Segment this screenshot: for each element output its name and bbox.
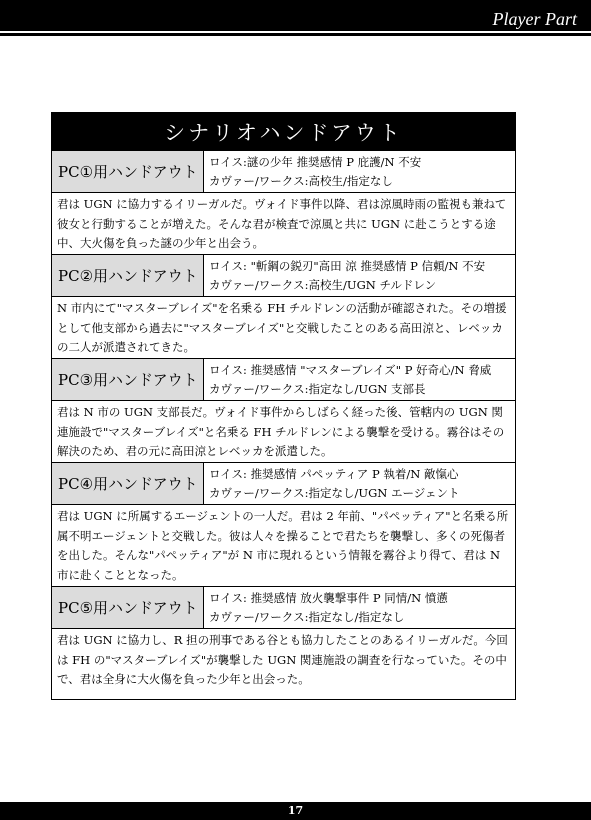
- pc4-row: [52, 463, 515, 505]
- pc1-description: 君は UGN に協力するイリーガルだ。ヴォイド事件以降、君は涼風時雨の監視も兼ねて彼女と行動することが増えた。そんな君が検査で涼風と共に UGN に赴こうとする途中、大火傷を負った謎の少年と出会う。: [52, 193, 515, 255]
- pc4-label: PC④用ハンドアウト: [52, 463, 204, 504]
- pc3-description: 君は N 市の UGN 支部長だ。ヴォイド事件からしばらく経った後、管轄内の UGN 関連施設で"マスターブレイズ"と名乗る FH チルドレンによる襲撃を受ける。霧谷はその解決のため、君の元に高田涼とレベッカを派遣した。: [52, 401, 515, 463]
- pc4-lois: ロイス: 推奨感情 パペッティア P 執着/N 敵愾心: [209, 467, 459, 481]
- pc2-lois: ロイス: "斬鋼の鋭刃"高田 涼 推奨感情 P 信頼/N 不安: [209, 259, 486, 273]
- pc1-row: [52, 151, 515, 193]
- pc5-row: [52, 587, 515, 629]
- pc2-info: [204, 255, 515, 296]
- pc1-info: [204, 151, 515, 192]
- pc5-description: 君は UGN に協力し、R 担の刑事である谷とも協力したことのあるイリーガルだ。今回は FH の"マスターブレイズ"が襲撃した UGN 関連施設の調査を行なっていた。その中で、君は全身に大火傷を負った少年と出会った。: [57, 633, 508, 686]
- pc3-label: PC③用ハンドアウト: [52, 359, 204, 400]
- pc2-cover: カヴァー/ワークス:高校生/UGN チルドレン: [209, 278, 437, 292]
- pc4-description: 君は UGN に所属するエージェントの一人だ。君は 2 年前、"パペッティア"と名乗る所属不明エージェントと交戦した。彼は人々を操ることで君たちを襲撃し、多くの死傷者を出した。そんな"パペッティア"が N 市に現れるという情報を霧谷より得て、君は N 市に赴くこととなった。: [52, 505, 515, 587]
- handout-card: [51, 112, 516, 700]
- header-title: Player Part: [492, 9, 577, 29]
- pc2-description: N 市内にて"マスターブレイズ"を名乗る FH チルドレンの活動が確認された。その増援として他支部から過去に"マスターブレイズ"と交戦したことのある高田涼と、レベッカの二人が派遣されてきた。: [52, 297, 515, 359]
- pc2-label: PC②用ハンドアウト: [52, 255, 204, 296]
- pc4-cover: カヴァー/ワークス:指定なし/UGN エージェント: [209, 486, 460, 500]
- pc3-row: [52, 359, 515, 401]
- card-title: シナリオハンドアウト: [52, 113, 515, 151]
- pc3-info: [204, 359, 515, 400]
- pc3-lois: ロイス: 推奨感情 "マスターブレイズ" P 好奇心/N 脅威: [209, 363, 492, 377]
- pc5-info: [204, 587, 515, 628]
- pc5-label: PC⑤用ハンドアウト: [52, 587, 204, 628]
- page-number: 17: [287, 804, 304, 817]
- pc4-info: [204, 463, 515, 504]
- pc1-label: PC①用ハンドアウト: [52, 151, 204, 192]
- pc2-row: [52, 255, 515, 297]
- pc3-cover: カヴァー/ワークス:指定なし/UGN 支部長: [209, 382, 426, 396]
- header-band: [0, 0, 591, 31]
- header-divider: [0, 33, 591, 36]
- pc5-cover: カヴァー/ワークス:指定なし/指定なし: [209, 610, 405, 624]
- pc1-cover: カヴァー/ワークス:高校生/指定なし: [209, 174, 393, 188]
- pc1-lois: ロイス:謎の少年 推奨感情 P 庇護/N 不安: [209, 155, 422, 169]
- pc5-lois: ロイス: 推奨感情 放火襲撃事件 P 同情/N 憤懣: [209, 591, 448, 605]
